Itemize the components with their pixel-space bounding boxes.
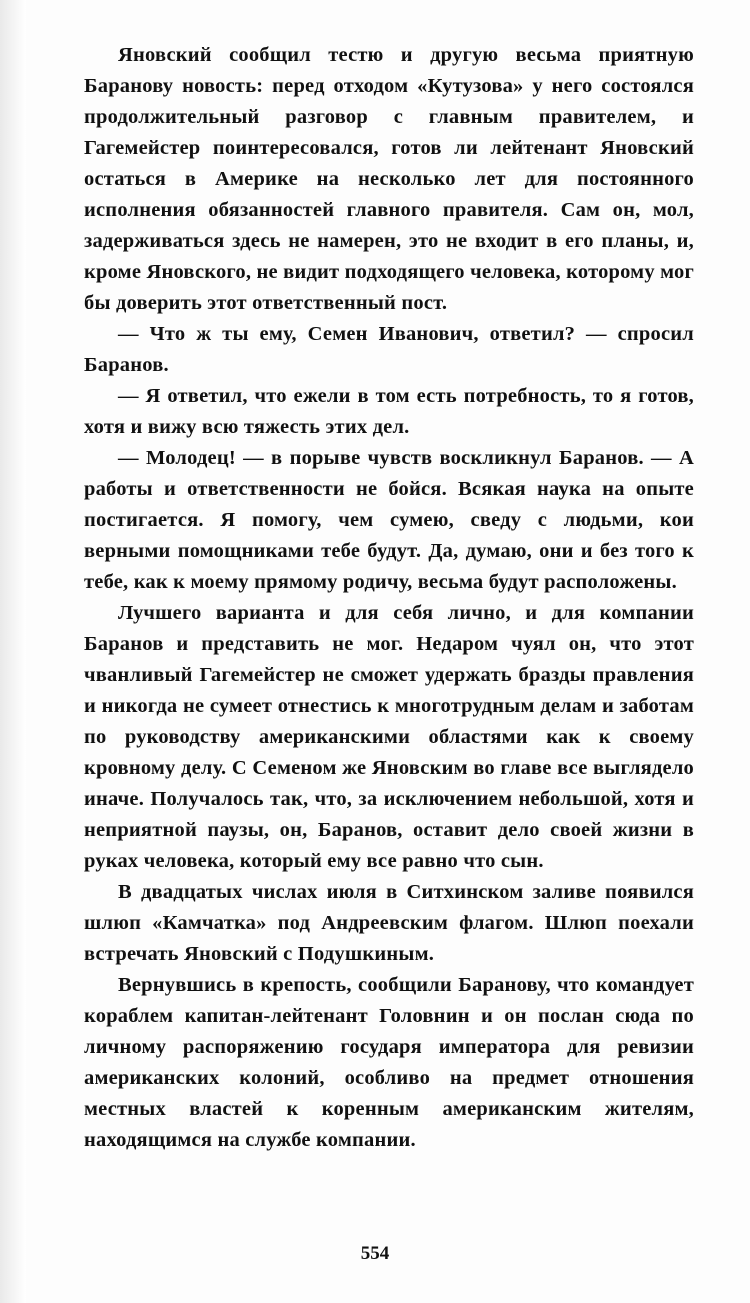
paragraph: Яновский сообщил тестю и другую весьма приятную Баранову новость: перед отходом «Кутузова» у него состоялся продолжительный разговор с главным правителем, и Гагемейстер поинтересовался, готов ли лейтенант Яновский остаться в Америке на несколько лет для постоянного исполнения обязанностей главного правителя. Сам он, мол, задерживаться здесь не намерен, это не входит в его планы, и, кроме Яновского, не видит подходящего человека, которому мог бы доверить этот ответственный пост.	[84, 44, 694, 314]
paragraph: — Я ответил, что ежели в том есть потребность, то я готов, хотя и вижу всю тяжесть этих дел.	[84, 385, 694, 438]
paragraph: — Что ж ты ему, Семен Иванович, ответил? — спросил Баранов.	[84, 323, 694, 376]
page-body-text	[84, 40, 694, 1156]
page-number: 554	[360, 1243, 390, 1264]
paragraph: Лучшего варианта и для себя лично, и для компании Баранов и представить не мог. Недаром чуял он, что этот чванливый Гагемейстер не сможет удержать бразды правления и никогда не сумеет отнестись к многотрудным делам и заботам по руководству американскими областями как к своему кровному делу. С Семеном же Яновским во главе все выглядело иначе. Получалось так, что, за исключением небольшой, хотя и неприятной паузы, он, Баранов, оставит дело своей жизни в руках человека, который ему все равно что сын.	[84, 602, 694, 872]
paragraph: В двадцатых числах июля в Ситхинском заливе появился шлюп «Камчатка» под Андреевским флагом. Шлюп поехали встречать Яновский с Подушкиным.	[84, 881, 694, 965]
paragraph: Вернувшись в крепость, сообщили Баранову, что командует кораблем капитан-лейтенант Головнин и он послан сюда по личному распоряжению государя императора для ревизии американских колоний, особливо на предмет отношения местных властей к коренным американским жителям, находящимся на службе компании.	[84, 974, 694, 1151]
paragraph: — Молодец! — в порыве чувств воскликнул Баранов. — А работы и ответственности не бойся. Всякая наука на опыте постигается. Я помогу, чем сумею, сведу с людьми, кои верными помощниками тебе будут. Да, думаю, они и без того к тебе, как к моему прямому родичу, весьма будут расположены.	[84, 447, 694, 593]
